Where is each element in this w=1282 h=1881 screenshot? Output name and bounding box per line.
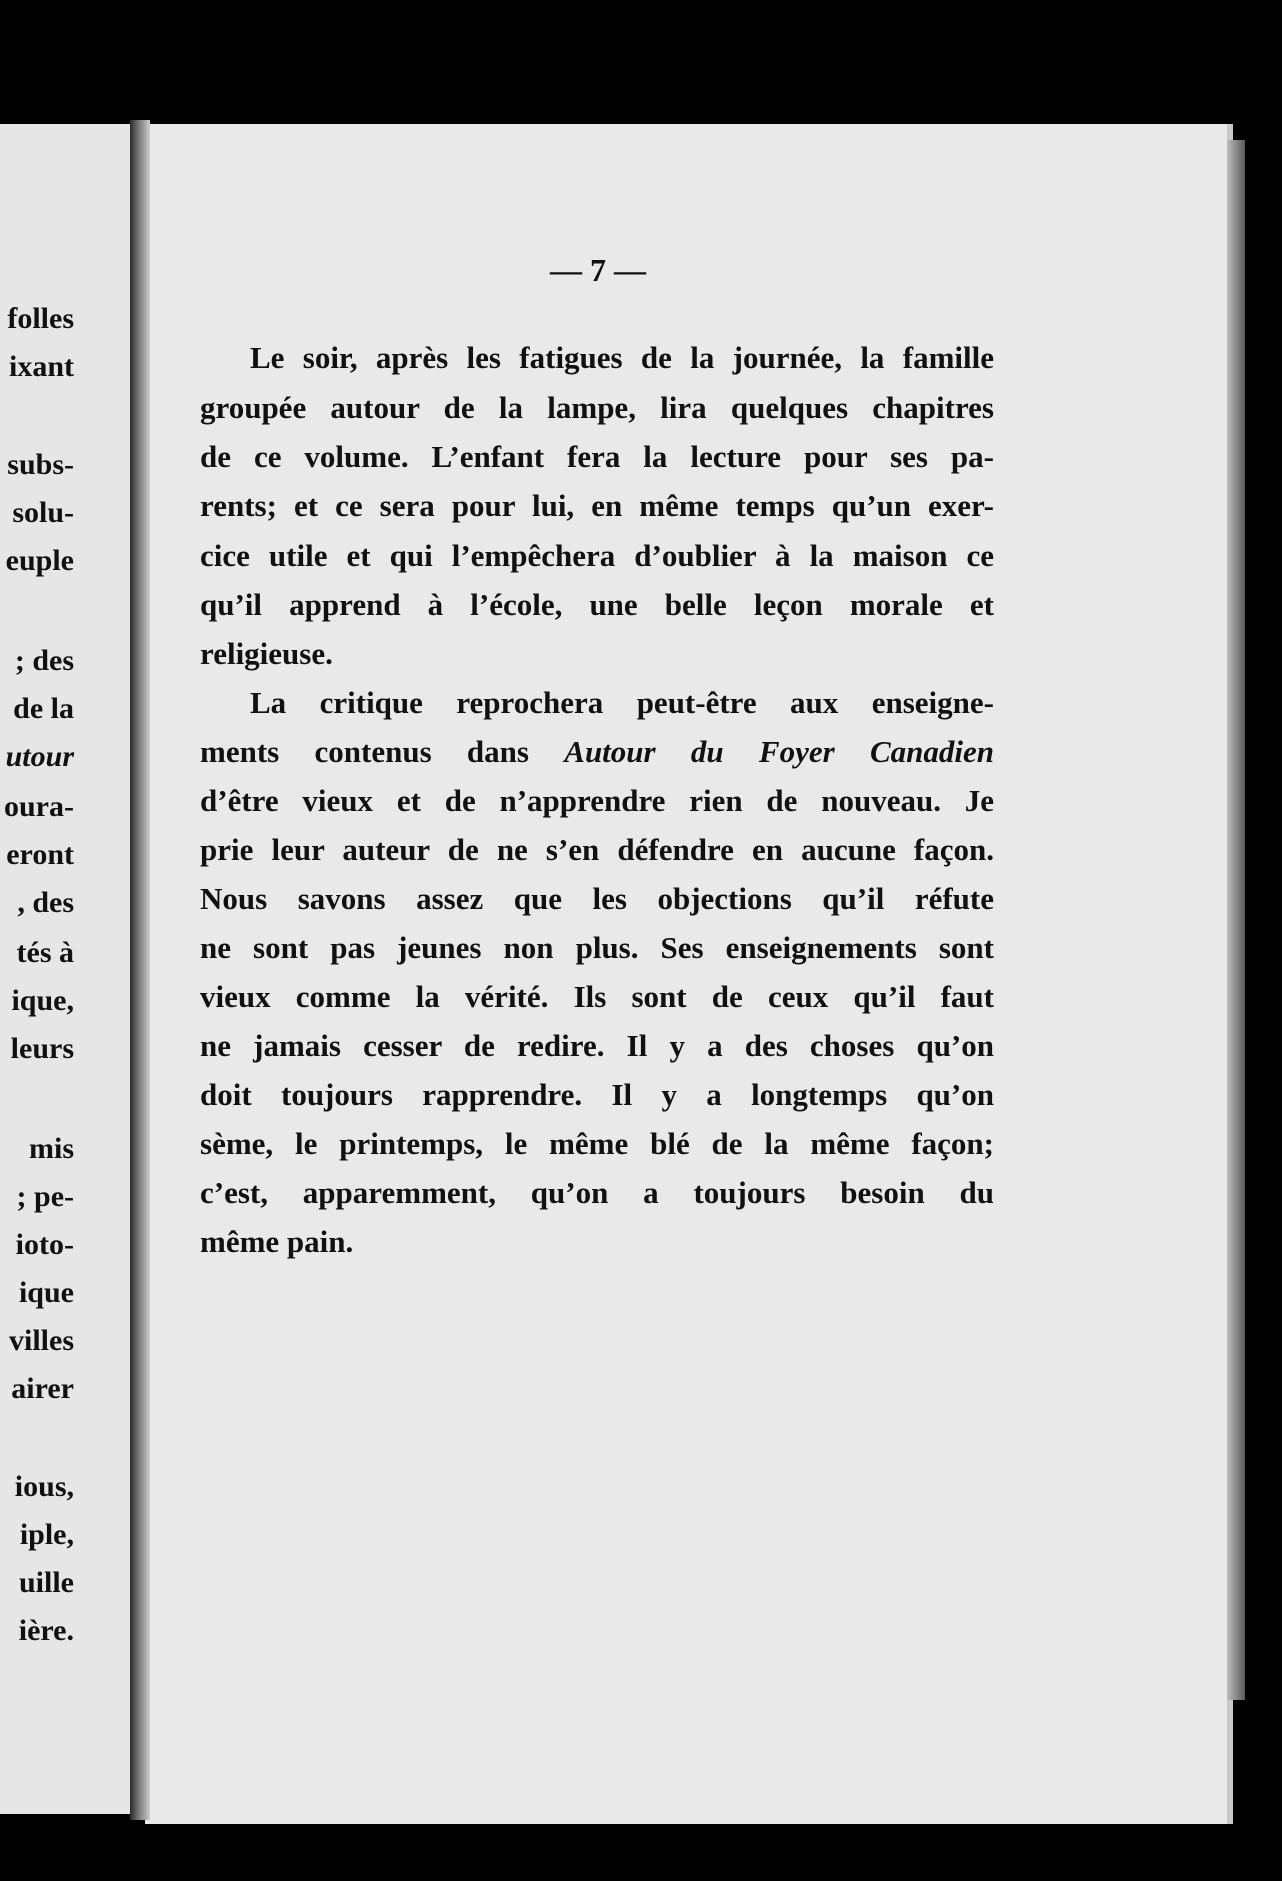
- left-page-fragment: uille: [18, 1566, 74, 1599]
- left-page: [0, 124, 148, 1814]
- book-title: Autour du Foyer Canadien: [564, 734, 994, 769]
- left-page-fragment: de la: [13, 692, 74, 725]
- paragraph-line: ne sont pas jeunes non plus. Ses enseignements sont: [200, 930, 994, 965]
- paragraph-line-with-title: [200, 734, 994, 770]
- paragraph-line: sème, le printemps, le même blé de la même façon;: [200, 1126, 994, 1161]
- left-page-fragment: ; des: [14, 644, 74, 677]
- paragraph-line: même pain.: [200, 1224, 354, 1259]
- left-page-fragment: utour: [5, 740, 74, 773]
- left-page-fragment: ; pe-: [16, 1180, 74, 1213]
- paragraph-line: prie leur auteur de ne s’en défendre en aucune façon.: [200, 832, 994, 867]
- page-edge: [1227, 140, 1245, 1700]
- left-page-fragment: euple: [5, 544, 74, 577]
- paragraph-line: c’est, apparemment, qu’on a toujours besoin du: [200, 1175, 994, 1210]
- paragraph-line: Le soir, après les fatigues de la journée, la famille: [250, 340, 994, 375]
- left-page-fragment: eront: [6, 838, 74, 871]
- left-page-fragment: mis: [29, 1132, 74, 1165]
- left-page-fragment: folles: [7, 302, 74, 335]
- left-page-fragment: ixant: [8, 350, 74, 383]
- left-page-fragment: subs-: [7, 448, 74, 481]
- page-number: — 7 —: [550, 252, 646, 288]
- paragraph-line: groupée autour de la lampe, lira quelques chapitres: [200, 390, 994, 425]
- right-page: [145, 124, 1233, 1824]
- left-page-fragment: ioto-: [15, 1228, 74, 1261]
- left-page-fragment: villes: [9, 1324, 74, 1357]
- left-page-fragment: ique,: [11, 984, 74, 1017]
- left-page-fragment: solu-: [12, 496, 74, 529]
- left-page-fragment: ière.: [18, 1614, 74, 1647]
- paragraph-line: religieuse.: [200, 636, 333, 671]
- paragraph-line: La critique reprochera peut-être aux enseigne-: [250, 685, 994, 720]
- paragraph-line: vieux comme la vérité. Ils sont de ceux qu’il faut: [200, 979, 994, 1014]
- paragraph-line: cice utile et qui l’empêchera d’oublier à la maison ce: [200, 538, 994, 573]
- paragraph-line: d’être vieux et de n’apprendre rien de nouveau. Je: [200, 783, 994, 818]
- paragraph-line: Nous savons assez que les objections qu’il réfute: [200, 881, 994, 916]
- left-page-fragment: airer: [11, 1372, 74, 1405]
- left-page-fragment: tés à: [16, 936, 74, 969]
- left-page-fragment: ique: [18, 1276, 74, 1309]
- left-page-fragment: ious,: [14, 1470, 74, 1503]
- left-page-fragment: leurs: [10, 1032, 74, 1065]
- paragraph-line: rents; et ce sera pour lui, en même temps qu’un exer-: [200, 488, 994, 523]
- paragraph-line: ne jamais cesser de redire. Il y a des choses qu’on: [200, 1028, 994, 1063]
- paragraph-text: ments contenus dans: [200, 734, 565, 769]
- left-page-fragment: iple,: [19, 1518, 74, 1551]
- left-page-fragment: oura-: [4, 790, 74, 823]
- paragraph-line: de ce volume. L’enfant fera la lecture pour ses pa-: [200, 439, 994, 474]
- paragraph-line: qu’il apprend à l’école, une belle leçon morale et: [200, 587, 994, 622]
- paragraph-line: doit toujours rapprendre. Il y a longtemps qu’on: [200, 1077, 994, 1112]
- book-gutter: [130, 120, 150, 1820]
- left-page-fragment: , des: [17, 886, 74, 919]
